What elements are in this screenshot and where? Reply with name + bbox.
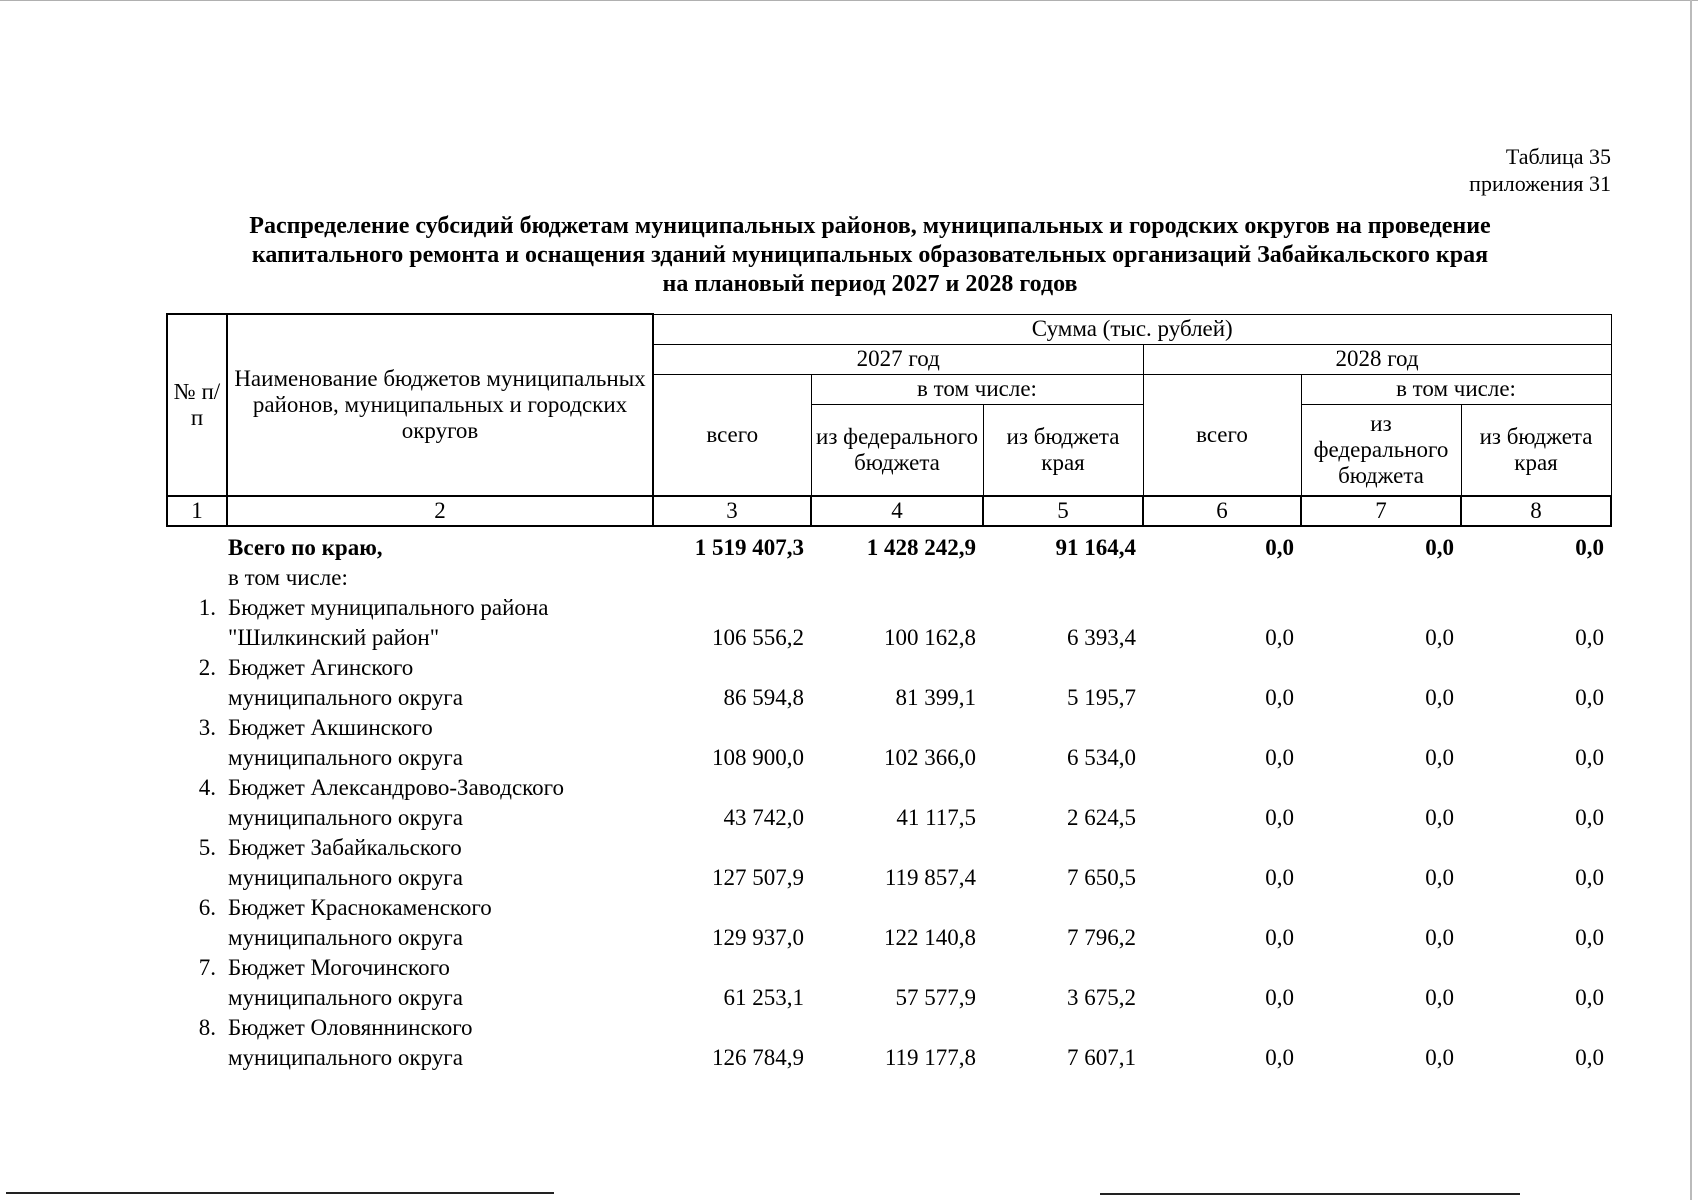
table-row	[166, 893, 1610, 923]
column-number: 2	[227, 496, 653, 526]
column-number: 3	[653, 496, 811, 526]
value-cell: 119 857,4	[884, 865, 976, 890]
table-row	[166, 1013, 1610, 1043]
row-name: "Шилкинский район"	[228, 625, 440, 650]
row-name: Бюджет Александрово-Заводского	[228, 775, 565, 800]
value-cell: 43 742,0	[723, 805, 804, 830]
table-row	[166, 773, 1610, 803]
total-label: Всего по краю,	[228, 535, 383, 560]
value-cell: 61 253,1	[723, 985, 804, 1010]
value-cell: 108 900,0	[712, 745, 804, 770]
value-cell: 0,0	[1425, 1045, 1454, 1070]
row-index: 3.	[198, 715, 216, 740]
value-cell: 41 117,5	[896, 805, 976, 830]
value-cell: 0,0	[1425, 535, 1454, 560]
value-cell: 127 507,9	[712, 865, 804, 890]
value-cell: 0,0	[1265, 865, 1294, 890]
row-name: муниципального округа	[228, 1045, 463, 1070]
table-row	[166, 713, 1610, 743]
value-cell: 6 393,4	[1067, 625, 1136, 650]
table-row	[166, 863, 1610, 893]
row-name: Бюджет Забайкальского	[228, 835, 462, 860]
table-row	[166, 833, 1610, 863]
header-year-2028: 2028 год	[1143, 344, 1611, 374]
header-regional-2027: из бюджета края	[983, 404, 1143, 496]
value-cell: 0,0	[1265, 985, 1294, 1010]
value-cell: 0,0	[1425, 625, 1454, 650]
title-line: на плановый период 2027 и 2028 годов	[662, 271, 1078, 297]
value-cell: 0,0	[1265, 745, 1294, 770]
table-row	[166, 743, 1610, 773]
value-cell: 0,0	[1265, 625, 1294, 650]
row-name: муниципального округа	[228, 805, 463, 830]
row-index: 6.	[198, 895, 216, 920]
value-cell: 102 366,0	[884, 745, 976, 770]
document-title	[160, 212, 1580, 299]
value-cell: 0,0	[1265, 1045, 1294, 1070]
value-cell: 86 594,8	[723, 685, 804, 710]
value-cell: 0,0	[1425, 925, 1454, 950]
row-name: Бюджет муниципального района	[228, 595, 549, 620]
row-name: муниципального округа	[228, 925, 463, 950]
including-label: в том числе:	[228, 565, 348, 590]
value-cell: 126 784,9	[712, 1045, 804, 1070]
table-row	[166, 983, 1610, 1013]
row-name: муниципального округа	[228, 685, 463, 710]
row-index: 8.	[198, 1015, 216, 1040]
table-row	[166, 923, 1610, 953]
page-edge-line	[1690, 0, 1692, 1200]
column-number: 8	[1461, 496, 1611, 526]
value-cell: 0,0	[1425, 865, 1454, 890]
value-cell: 1 519 407,3	[694, 535, 804, 560]
value-cell: 0,0	[1575, 685, 1604, 710]
header-regional-2028: из бюджета края	[1461, 404, 1611, 496]
value-cell: 0,0	[1575, 1045, 1604, 1070]
column-number: 1	[167, 496, 227, 526]
row-name: Бюджет Могочинского	[228, 955, 450, 980]
value-cell: 7 796,2	[1067, 925, 1136, 950]
value-cell: 91 164,4	[1055, 535, 1136, 560]
value-cell: 0,0	[1575, 535, 1604, 560]
row-index: 1.	[198, 595, 216, 620]
table-row	[166, 653, 1610, 683]
value-cell: 7 607,1	[1067, 1045, 1136, 1070]
table-row	[166, 953, 1610, 983]
value-cell: 0,0	[1575, 625, 1604, 650]
value-cell: 57 577,9	[895, 985, 976, 1010]
value-cell: 0,0	[1575, 925, 1604, 950]
table-row	[166, 803, 1610, 833]
value-cell: 0,0	[1575, 805, 1604, 830]
header-sum: Сумма (тыс. рублей)	[653, 314, 1611, 344]
title-line: Распределение субсидий бюджетам муниципальных районов, муниципальных и городских округов на проведение	[249, 213, 1491, 239]
row-name: муниципального округа	[228, 865, 463, 890]
row-name: Бюджет Краснокаменского	[228, 895, 492, 920]
caption-appendix: приложения 31	[1469, 171, 1611, 196]
value-cell: 0,0	[1575, 865, 1604, 890]
header-including-2027: в том числе:	[811, 374, 1143, 404]
header-including-2028: в том числе:	[1301, 374, 1611, 404]
row-name: муниципального округа	[228, 745, 463, 770]
value-cell: 119 177,8	[884, 1045, 976, 1070]
value-cell: 0,0	[1265, 925, 1294, 950]
row-name: Бюджет Акшинского	[228, 715, 433, 740]
scan-edge-line	[6, 1192, 554, 1194]
value-cell: 0,0	[1425, 745, 1454, 770]
table-body	[166, 533, 1610, 1073]
value-cell: 0,0	[1575, 745, 1604, 770]
column-number: 7	[1301, 496, 1461, 526]
value-cell: 3 675,2	[1067, 985, 1136, 1010]
title-line: капитального ремонта и оснащения зданий муниципальных образовательных организаций Забайкальского края	[251, 242, 1489, 268]
value-cell: 0,0	[1575, 985, 1604, 1010]
header-federal-2028: из федерального бюджета	[1301, 404, 1461, 496]
value-cell: 6 534,0	[1067, 745, 1136, 770]
table-header	[166, 313, 1612, 527]
value-cell: 0,0	[1425, 805, 1454, 830]
table-caption	[1469, 143, 1611, 197]
caption-table-number: Таблица 35	[1505, 144, 1611, 169]
row-name: Бюджет Агинского	[228, 655, 414, 680]
value-cell: 1 428 242,9	[866, 535, 976, 560]
header-number: № п/п	[167, 314, 227, 496]
value-cell: 5 195,7	[1067, 685, 1136, 710]
table-row-total	[166, 533, 1610, 563]
header-total-2028: всего	[1143, 374, 1301, 496]
header-federal-2027: из федерального бюджета	[811, 404, 983, 496]
value-cell: 122 140,8	[884, 925, 976, 950]
header-total-2027: всего	[653, 374, 811, 496]
row-index: 5.	[198, 835, 216, 860]
table-row	[166, 683, 1610, 713]
row-index: 4.	[198, 775, 216, 800]
value-cell: 7 650,5	[1067, 865, 1136, 890]
table-row	[166, 593, 1610, 623]
value-cell: 81 399,1	[895, 685, 976, 710]
value-cell: 106 556,2	[712, 625, 804, 650]
value-cell: 0,0	[1425, 985, 1454, 1010]
value-cell: 0,0	[1265, 685, 1294, 710]
row-index: 2.	[198, 655, 216, 680]
scan-edge-line	[1100, 1193, 1520, 1195]
table-row-sublabel	[166, 563, 1610, 593]
value-cell: 100 162,8	[884, 625, 976, 650]
table-row	[166, 1043, 1610, 1073]
column-number: 6	[1143, 496, 1301, 526]
row-name: Бюджет Оловяннинского	[228, 1015, 473, 1040]
row-index: 7.	[198, 955, 216, 980]
column-number: 5	[983, 496, 1143, 526]
value-cell: 2 624,5	[1067, 805, 1136, 830]
table-row	[166, 623, 1610, 653]
value-cell: 129 937,0	[712, 925, 804, 950]
row-name: муниципального округа	[228, 985, 463, 1010]
value-cell: 0,0	[1425, 685, 1454, 710]
value-cell: 0,0	[1265, 805, 1294, 830]
value-cell: 0,0	[1265, 535, 1294, 560]
column-number: 4	[811, 496, 983, 526]
header-name: Наименование бюджетов муниципальных районов, муниципальных и городских округов	[227, 314, 653, 496]
header-year-2027: 2027 год	[653, 344, 1143, 374]
